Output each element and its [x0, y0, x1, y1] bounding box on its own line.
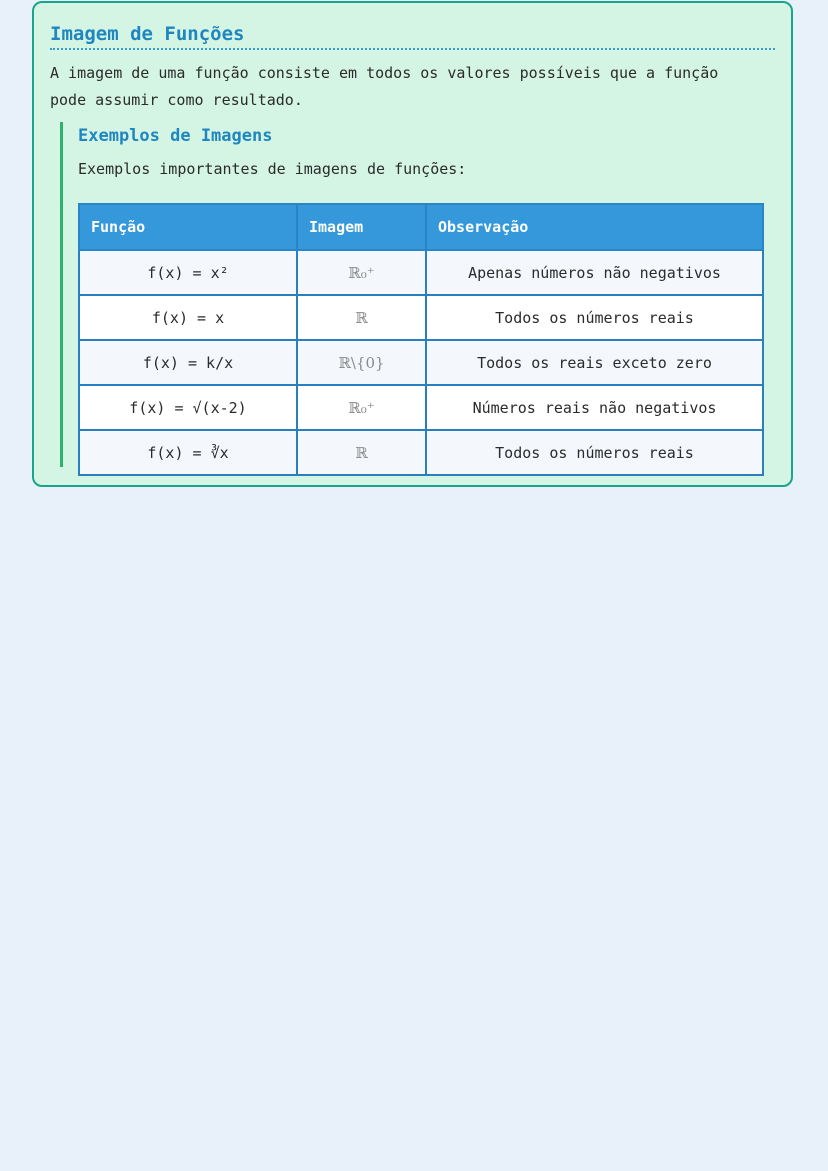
cell-imagem: ℝ₀⁺	[297, 250, 426, 295]
table-row	[79, 250, 763, 295]
cell-funcao: f(x) = x²	[79, 250, 297, 295]
table-row	[79, 340, 763, 385]
cell-observacao: Números reais não negativos	[426, 385, 763, 430]
table-row	[79, 385, 763, 430]
section-intro: A imagem de uma função consiste em todos os valores possíveis que a função pode assumir como resultado.	[50, 64, 719, 109]
cell-observacao: Todos os números reais	[426, 430, 763, 475]
functions-image-card	[32, 1, 793, 487]
table-row	[79, 430, 763, 475]
cell-observacao: Apenas números não negativos	[426, 250, 763, 295]
cell-imagem: ℝ\{0}	[297, 340, 426, 385]
table-header-row	[79, 204, 763, 250]
examples-description: Exemplos importantes de imagens de funções:	[78, 160, 467, 178]
examples-title: Exemplos de Imagens	[78, 126, 273, 146]
cell-funcao: f(x) = x	[79, 295, 297, 340]
header-observacao: Observação	[426, 204, 763, 250]
cell-imagem: ℝ	[297, 295, 426, 340]
cell-observacao: Todos os números reais	[426, 295, 763, 340]
header-funcao: Função	[79, 204, 297, 250]
cell-imagem: ℝ₀⁺	[297, 385, 426, 430]
cell-observacao: Todos os reais exceto zero	[426, 340, 763, 385]
section-title: Imagem de Funções	[50, 20, 775, 50]
cell-funcao: f(x) = √(x-2)	[79, 385, 297, 430]
image-examples-table	[78, 203, 764, 476]
header-imagem: Imagem	[297, 204, 426, 250]
examples-block	[60, 122, 775, 467]
cell-funcao: f(x) = k/x	[79, 340, 297, 385]
table-row	[79, 295, 763, 340]
cell-imagem: ℝ	[297, 430, 426, 475]
cell-funcao: f(x) = ∛x	[79, 430, 297, 475]
